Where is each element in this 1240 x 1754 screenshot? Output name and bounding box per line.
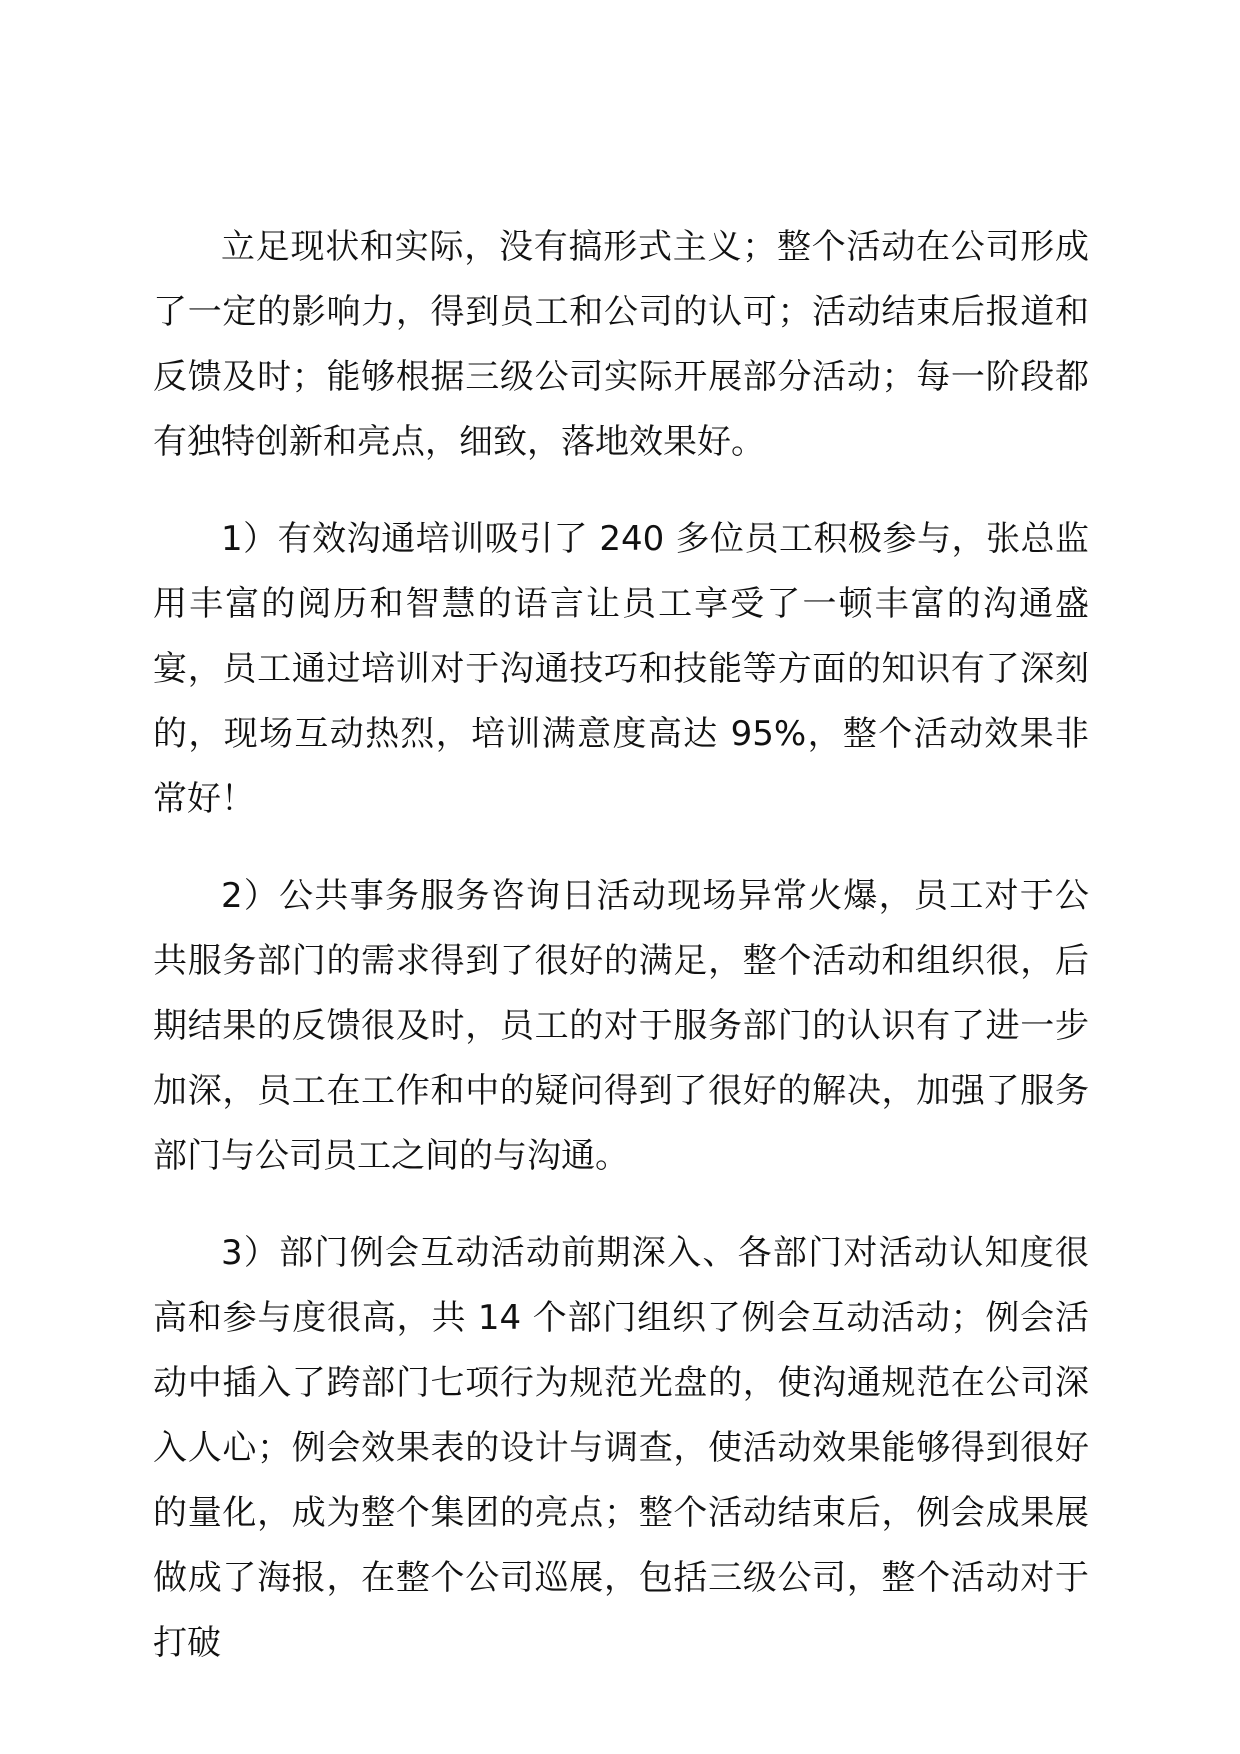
- paragraph-item-2: 2）公共事务服务咨询日活动现场异常火爆，员工对于公共服务部门的需求得到了很好的满足，整个活动和组织很，后期结果的反馈很及时，员工的对于服务部门的认识有了进一步加深，员工在工作和中的疑问得到了很好的解决，加强了服务部门与公司员工之间的与沟通。: [153, 876, 1089, 1176]
- document-body: [153, 215, 1089, 1708]
- paragraph-item-3: 3）部门例会互动活动前期深入、各部门对活动认知度很高和参与度很高，共 14 个部门组织了例会互动活动；例会活动中插入了跨部门七项行为规范光盘的，使沟通规范在公司深入人心；例会效果表的设计与调查，使活动效果能够得到很好的量化，成为整个集团的亮点；整个活动结束后，例会成果展做成了海报，在整个公司巡展，包括三级公司，整个活动对于打破: [153, 1233, 1089, 1663]
- paragraph-summary: 立足现状和实际，没有搞形式主义；整个活动在公司形成了一定的影响力，得到员工和公司的认可；活动结束后报道和反馈及时；能够根据三级公司实际开展部分活动；每一阶段都有独特创新和亮点，细致，落地效果好。: [153, 227, 1089, 462]
- paragraph-item-1: 1）有效沟通培训吸引了 240 多位员工积极参与，张总监用丰富的阅历和智慧的语言让员工享受了一顿丰富的沟通盛宴，员工通过培训对于沟通技巧和技能等方面的知识有了深刻的，现场互动热烈，培训满意度高达 95%，整个活动效果非常好！: [153, 519, 1089, 819]
